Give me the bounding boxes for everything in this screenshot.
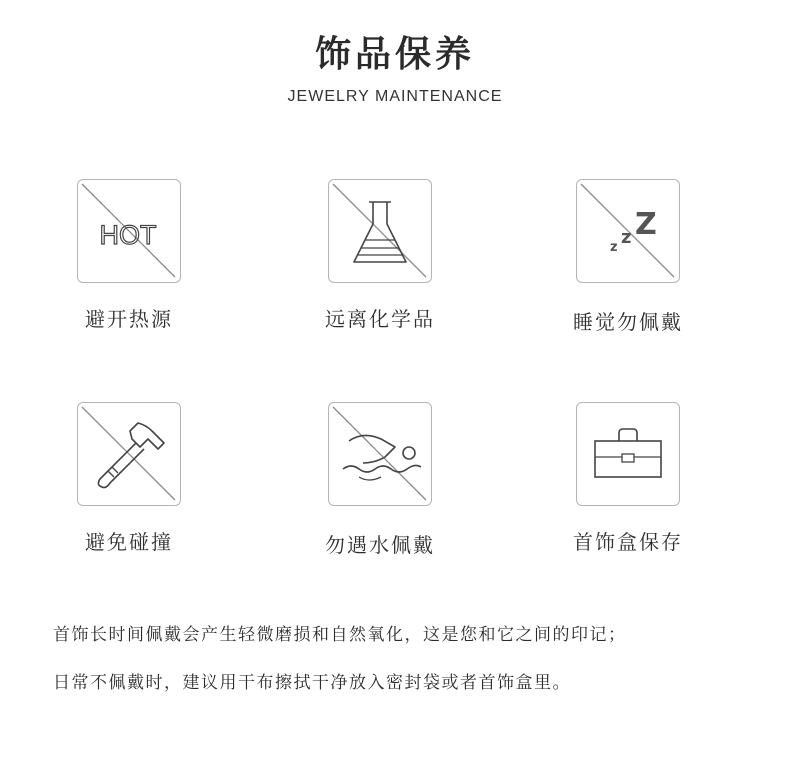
svg-text:Z: Z [635,207,657,242]
care-description-line-1: 首饰长时间佩戴会产生轻微磨损和自然氧化，这是您和它之间的印记； [53,625,627,645]
hot-prohibited-icon [77,179,181,283]
care-label-store-in-box: 首饰盒保存 [573,530,683,554]
care-label-avoid-heat: 避开热源 [85,307,173,331]
care-label-avoid-chemicals: 远离化学品 [325,307,435,331]
page-subtitle: JEWELRY MAINTENANCE [287,88,503,105]
svg-text:z: z [621,227,632,248]
care-label-avoid-water: 勿遇水佩戴 [325,533,435,557]
sleep-prohibited-icon [576,179,680,283]
care-label-no-sleep: 睡觉勿佩戴 [573,310,683,334]
care-label-avoid-impact: 避免碰撞 [85,530,173,554]
hammer-prohibited-icon [77,402,181,506]
flask-prohibited-icon [328,179,432,283]
swim-prohibited-icon [328,402,432,506]
hot-icon-text: HOT [99,220,157,250]
jewelry-box-icon [576,402,680,506]
care-description-line-2: 日常不佩戴时，建议用干布擦拭干净放入密封袋或者首饰盒里。 [53,673,571,693]
svg-text:z: z [610,240,618,255]
page-title: 饰品保养 [314,34,475,75]
